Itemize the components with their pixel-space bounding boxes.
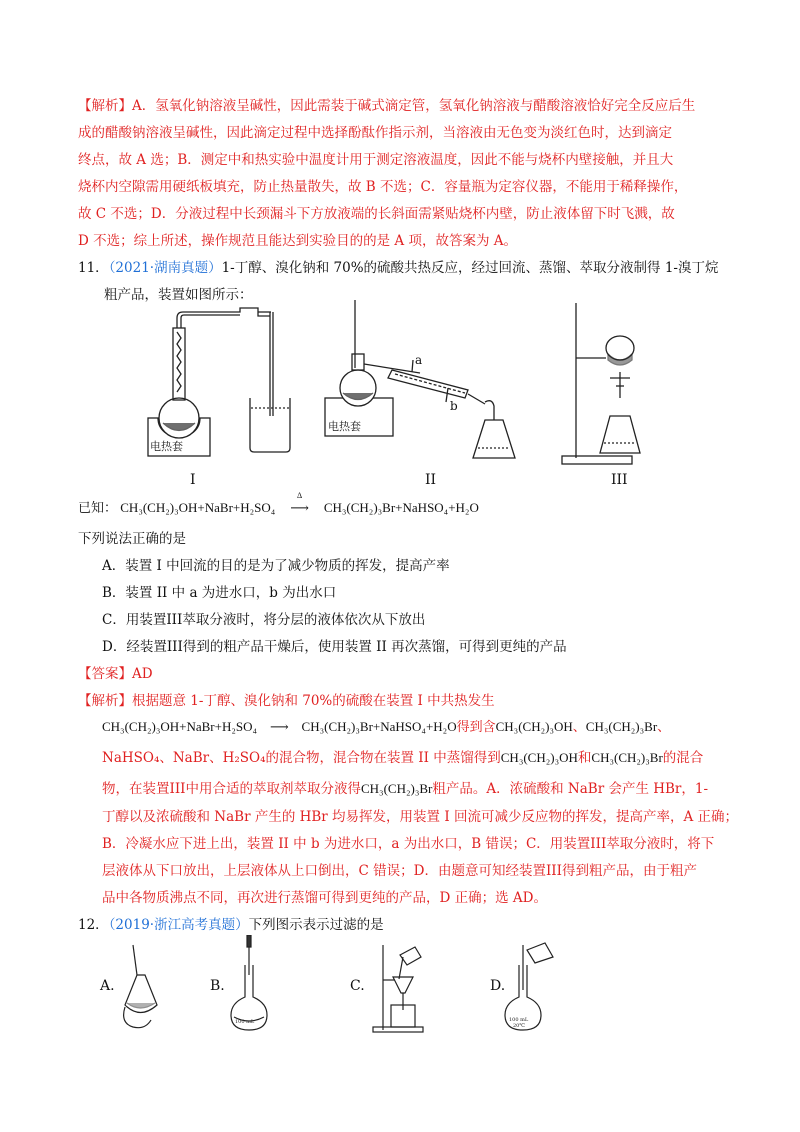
question-11-stem [78,255,728,282]
option-label-A: A. [100,978,115,994]
compound: CH₃(CH₂)₃Br [585,719,658,734]
option-B-image [231,935,267,1030]
option-A-image [124,945,157,1028]
analysis-text: 根据题意 1-丁醇、溴化钠和 70%的硫酸在装置 I 中共热发生 [132,693,495,709]
compound: CH₃(CH₂)₃Br [591,750,663,765]
option-B: B．装置 II 中 a 为进水口，b 为出水口 [102,585,337,601]
analysis-text: 粗产品。A．浓硫酸和 NaBr 会产生 HBr，1- [432,781,709,797]
flask-volume-mark: 100 mL [235,1019,255,1025]
separator: 、 [572,719,586,734]
analysis-line: 终点，故 A 选；B．测定中和热实验中温度计用于测定溶液温度，因此不能与烧杯内壁接触，并且大 [78,152,674,168]
separator: 、 [657,719,671,734]
answer-value: AD [132,666,153,682]
analysis-line [78,93,728,120]
question-text-cont: 粗产品，装置如图所示： [104,287,253,303]
flask-volume-mark: 100 mL [509,1017,529,1023]
apparatus-II [325,300,515,458]
question-prompt: 下列说法正确的是 [78,531,186,547]
compound: CH₃(CH₂)₃OH [495,719,573,734]
option-C-image [373,945,423,1032]
equation-rhs: CH₃(CH₂)₃Br+NaHSO₄+H₂O [301,719,457,734]
condenser-label-a: a [415,353,423,367]
heater-label: 电热套 [150,440,183,453]
analysis-text: NaHSO₄、NaBr、H₂SO₄的混合物，混合物在装置 II 中蒸馏得到 [102,750,501,766]
equation-lhs: CH₃(CH₂)₃OH+NaBr+H₂SO₄ [102,719,258,734]
known-lhs: CH₃(CH₂)₃OH+NaBr+H₂SO₄ [120,500,276,515]
analysis-text: 物，在装置III中用合适的萃取剂萃取分液得 [102,781,361,797]
option-D: D．经装置III得到的粗产品干燥后，使用装置 II 再次蒸馏，可得到更纯的产品 [102,639,567,655]
analysis-tag: 【解析】 [78,98,132,114]
option-label-D: D. [490,978,506,994]
answer-tag: 【答案】 [78,666,132,682]
flask-temp-mark: 20℃ [513,1023,525,1029]
question-source: （2019·浙江高考真题） [108,917,249,933]
analysis-line: D 不选；综上所述，操作规范且能达到实验目的的是 A 项，故答案为 A。 [78,233,517,249]
analysis-text: A．氢氧化钠溶液呈碱性，因此需装于碱式滴定管，氢氧化钠溶液与醋酸溶液恰好完全反应后生 [132,98,696,114]
analysis-tag: 【解析】 [78,693,132,709]
filtration-options-figure [95,935,615,1035]
analysis-line: 品中各物质沸点不同，再次进行蒸馏可得到更纯的产品，D 正确；选 AD。 [102,890,547,906]
known-equation [78,491,728,521]
question-text: 下列图示表示过滤的是 [248,917,384,933]
option-label-B: B. [210,978,225,994]
compound: CH₃(CH₂)₃OH [500,750,578,765]
figure-label-II: II [425,472,437,488]
analysis-line: 层液体从下口放出，上层液体从上口倒出，C 错误；D．由题意可知经装置III得到粗产品，由于粗产 [102,863,697,879]
figure-label-I: I [190,472,196,488]
analysis-text: 得到含 [456,719,496,734]
question-text: 1-丁醇、溴化钠和 70%的硫酸共热反应，经过回流、蒸馏、萃取分液制得 1-溴丁烷 [221,260,719,276]
option-A: A．装置 I 中回流的目的是为了减少物质的挥发，提高产率 [102,558,450,574]
known-rhs: CH₃(CH₂)₃Br+NaHSO₄+H₂O [323,500,479,515]
reaction-arrow: ⟶ [269,719,289,734]
answer-line [78,661,728,688]
reaction-arrow: Δ ⟶ [279,494,321,521]
condenser-label-b: b [450,399,458,413]
apparatus-III [562,303,640,464]
option-label-C: C. [350,978,365,994]
delta-sign: Δ [296,491,303,500]
analysis-equation-line [102,713,752,740]
apparatus-I [148,308,290,456]
analysis-line: 丁醇以及浓硫酸和 NaBr 产生的 HBr 均易挥发，用装置 I 回流可减少反应物的挥发，提高产率，A 正确； [102,809,739,825]
compound: CH₃(CH₂)₃Br [361,781,433,796]
heater-label: 电热套 [328,420,361,433]
analysis-line [102,744,752,772]
apparatus-figure [130,298,690,488]
analysis-line: 烧杯内空隙需用硬纸板填充，防止热量散失，故 B 不选；C．容量瓶为定容仪器，不能用于稀释操作， [78,179,688,195]
figure-label-III: III [611,472,628,488]
option-C: C．用装置III萃取分液时，将分层的液体依次从下放出 [102,612,426,628]
question-number: 12． [78,917,109,933]
known-prefix: 已知： [78,500,118,515]
analysis-line [102,775,752,803]
question-source: （2021·湖南真题） [108,260,222,276]
analysis-text: 的混合 [662,750,704,766]
analysis-line: 成的醋酸钠溶液呈碱性，因此滴定过程中选择酚酞作指示剂，当溶液由无色变为淡红色时，达到滴定 [78,125,672,141]
analysis-text: 和 [577,750,592,766]
analysis-line [78,688,728,715]
analysis-line: B．冷凝水应下进上出，装置 II 中 b 为进水口，a 为出水口，B 错误；C．用装置III萃取分液时，将下 [102,836,715,852]
analysis-line: 故 C 不选；D．分液过程中长颈漏斗下方放液端的长斜面需紧贴烧杯内壁，防止液体留下时飞溅，故 [78,206,675,222]
question-number: 11． [78,260,109,276]
